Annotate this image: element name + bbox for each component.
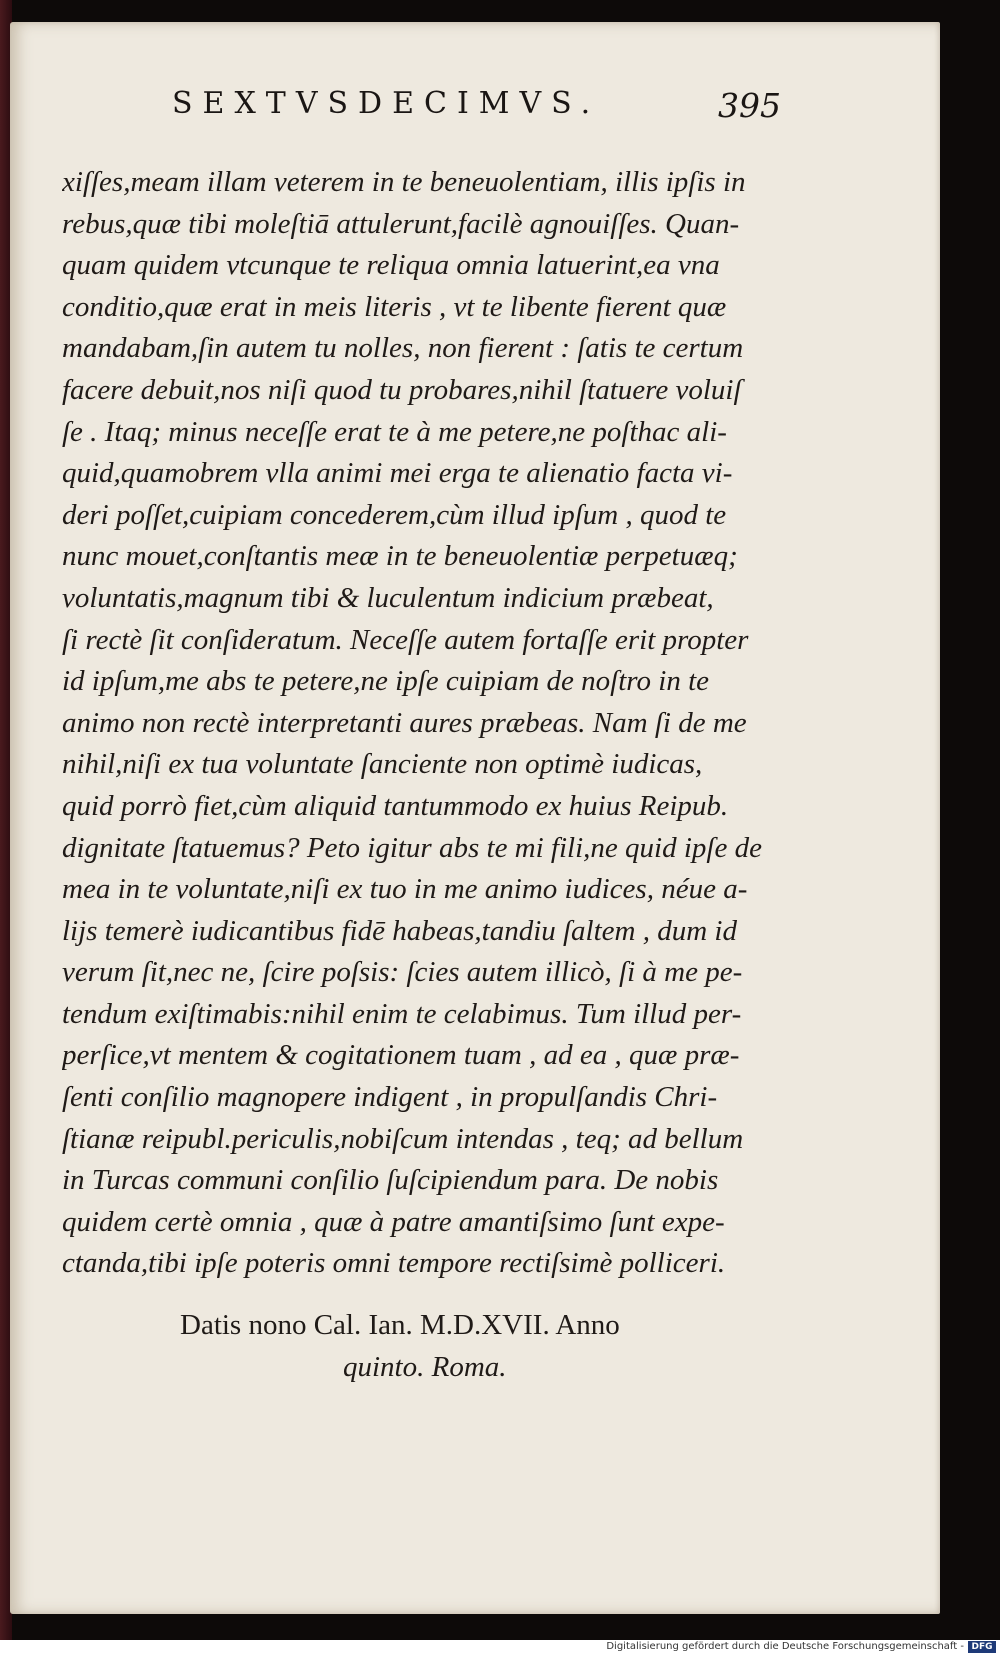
text-line: ſtianæ reipubl.periculis,nobiſcum intendas , teq; ad bellum <box>62 1122 744 1155</box>
text-line: id ipſum,me abs te petere,ne ipſe cuipiam de noſtro in te <box>62 665 709 698</box>
text-line: tendum exiſtimabis:nihil enim te celabimus. Tum illud per- <box>62 997 742 1030</box>
colophon-place: quinto. Roma. <box>343 1351 507 1383</box>
page-number: 395 <box>718 86 781 125</box>
running-header: SEXTVSDECIMVS. <box>172 86 601 121</box>
text-line: dignitate ſtatuemus? Peto igitur abs te mi fili,ne quid ipſe de <box>62 831 762 864</box>
text-line: quid,quamobrem vlla animi mei erga te alienatio facta vi- <box>62 457 733 490</box>
text-line: nihil,niſi ex tua voluntate ſanciente non optimè iudicas, <box>62 748 703 781</box>
text-line: quidem certè omnia , quæ à patre amantiſsimo ſunt expe- <box>62 1205 725 1238</box>
text-line: xiſſes,meam illam veterem in te beneuolentiam, illis ipſis in <box>62 166 746 198</box>
text-line: deri poſſet,cuipiam concederem,cùm illud ipſum , quod te <box>62 498 727 531</box>
text-line: rebus,quæ tibi moleſtiā attulerunt,facilè agnouiſſes. Quan- <box>62 207 740 240</box>
colophon <box>180 1304 620 1388</box>
text-line: facere debuit,nos niſi quod tu probares,nihil ſtatuere voluiſ <box>62 373 742 406</box>
text-line: verum ſit,nec ne, ſcire poſsis: ſcies autem illicò, ſi à me pe- <box>62 956 743 989</box>
text-line: nunc mouet,conſtantis meæ in te beneuolentiæ perpetuæq; <box>62 540 738 573</box>
text-line: perſice,vt mentem & cogitationem tuam , ad ea , quæ præ- <box>62 1039 740 1072</box>
text-line: animo non rectè interpretanti aures præbeas. Nam ſi de me <box>62 706 747 739</box>
funding-credit: Digitalisierung gefördert durch die Deutsche Forschungsgemeinschaft - <box>606 1641 964 1652</box>
colophon-date: Datis nono Cal. Ian. M.D.XVII. Anno <box>180 1309 620 1341</box>
body-text <box>62 162 822 1285</box>
book-page <box>10 22 940 1614</box>
dfg-logo-icon: DFG <box>968 1641 996 1653</box>
text-line: voluntatis,magnum tibi & luculentum indicium præbeat, <box>62 581 714 614</box>
text-line: ctanda,tibi ipſe poteris omni tempore rectiſsimè polliceri. <box>62 1247 726 1280</box>
text-line: mea in te voluntate,niſi ex tuo in me animo iudices, néue a- <box>62 873 748 906</box>
text-line: quid porrò fiet,cùm aliquid tantummodo ex huius Reipub. <box>62 789 729 822</box>
text-line: in Turcas communi conſilio ſuſcipiendum para. De nobis <box>62 1164 719 1197</box>
text-line: conditio,quæ erat in meis literis , vt te libente fierent quæ <box>62 290 727 323</box>
text-line: quam quidem vtcunque te reliqua omnia latuerint,ea vna <box>62 249 720 282</box>
text-line: ſenti conſilio magnopere indigent , in propulſandis Chri- <box>62 1081 718 1114</box>
text-line: lijs temerè iudicantibus fidē habeas,tandiu ſaltem , dum id <box>62 914 737 947</box>
text-line: mandabam,ſin autem tu nolles, non fierent : ſatis te certum <box>62 332 744 365</box>
text-line: ſi rectè ſit conſideratum. Neceſſe autem fortaſſe erit propter <box>62 623 749 656</box>
text-line: ſe . Itaq; minus neceſſe erat te à me petere,ne poſthac ali- <box>62 415 727 448</box>
